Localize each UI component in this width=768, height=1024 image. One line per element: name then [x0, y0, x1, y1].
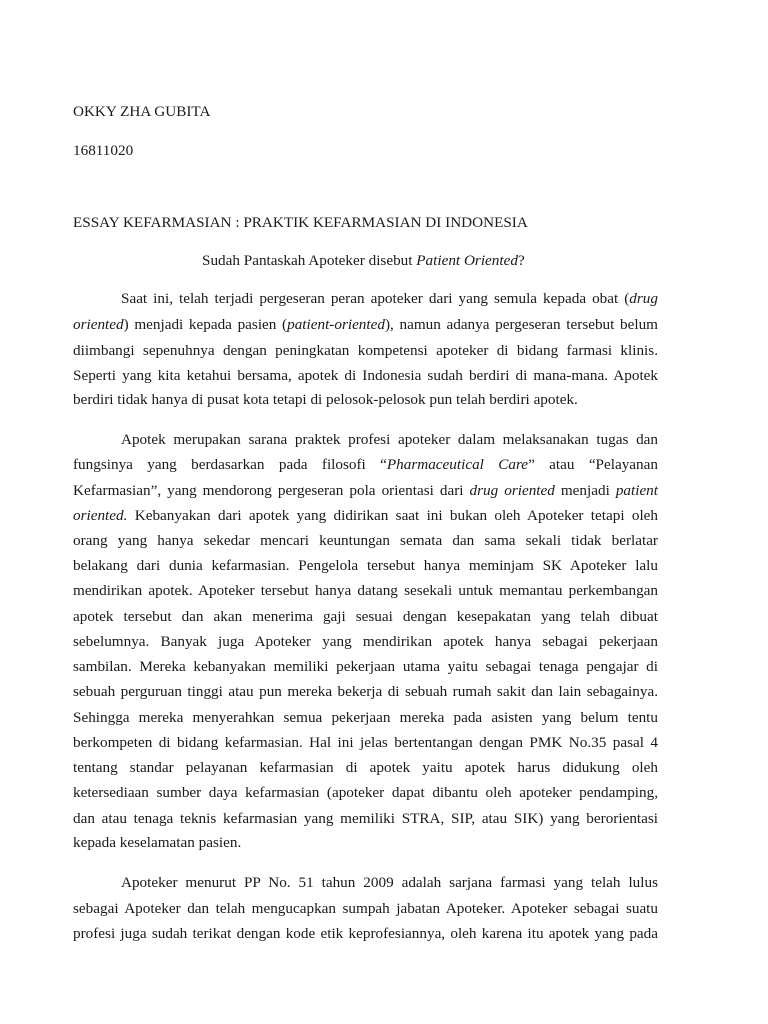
- paragraph-2-line: orang yang hanya sekedar mencari keuntungan semata dan sama sekali tidak berlatar: [73, 532, 658, 549]
- text-run: ” atau “Pelayanan: [528, 456, 658, 473]
- paragraph-3-line: sebagai Apoteker dan telah mengucapkan sumpah jabatan Apoteker. Apoteker sebagai suatu: [73, 900, 658, 917]
- text-emphasis: oriented.: [73, 507, 128, 524]
- subtitle-end: ?: [517, 252, 525, 269]
- paragraph-2-line: sebelumnya. Banyak juga Apoteker yang mendirikan apotek hanya sebagai pekerjaan: [73, 633, 658, 650]
- paragraph-2-line: sebuah perguruan tinggi atau pun mereka bekerja di sebuah rumah sakit dan lain sebagainya.: [73, 683, 658, 700]
- text-emphasis: patient: [615, 482, 658, 499]
- text-run: Saat ini, telah terjadi pergeseran peran apoteker dari yang semula kepada obat (: [121, 290, 630, 307]
- paragraph-2-line: kepada keselamatan pasien.: [73, 834, 242, 851]
- paragraph-2-line: mendirikan apotek. Apoteker tersebut hanya datang sesekali untuk memantau perkembangan: [73, 582, 658, 599]
- paragraph-2-line: [73, 482, 658, 500]
- paragraph-2-line: Apotek merupakan sarana praktek profesi apoteker dalam melaksanakan tugas dan: [121, 431, 658, 448]
- text-run: fungsinya yang berdasarkan pada filosofi “: [73, 456, 387, 473]
- text-run: ), namun adanya pergeseran tersebut belum: [384, 316, 658, 333]
- paragraph-2-line: belakang dari dunia kefarmasian. Pengelola tersebut hanya meminjam SK Apoteker lalu: [73, 557, 658, 574]
- paragraph-1-line: diimbangi sepenuhnya dengan peningkatan kompetensi apoteker di bidang farmasi klinis.: [73, 342, 658, 359]
- paragraph-3-line: profesi juga sudah terikat dengan kode etik keprofesiannya, oleh karena itu apotek yang pada: [73, 925, 658, 942]
- text-emphasis: drug oriented: [469, 482, 555, 499]
- paragraph-2-line: tentang standar pelayanan kefarmasian di apotek yaitu apotek harus didukung oleh: [73, 759, 658, 776]
- paragraph-2-line: sambilan. Mereka kebanyakan memiliki pekerjaan utama yaitu sebagai tenaga pengajar di: [73, 658, 658, 675]
- paragraph-2-line: dan atau tenaga teknis kefarmasian yang memiliki STRA, SIP, atau SIK) yang berorientasi: [73, 810, 658, 827]
- text-run: menjadi: [554, 482, 616, 499]
- paragraph-1-line: berdiri tidak hanya di pusat kota tetapi di pelosok-pelosok pun telah berdiri apotek.: [73, 391, 578, 408]
- paragraph-3-line: Apoteker menurut PP No. 51 tahun 2009 adalah sarjana farmasi yang telah lulus: [121, 874, 658, 891]
- paragraph-2-line: [73, 456, 658, 474]
- text-run: Kebanyakan dari apotek yang didirikan saat ini bukan oleh Apoteker tetapi oleh: [127, 507, 658, 524]
- paragraph-2-line: Sehingga mereka menyerahkan semua pekerjaan mereka pada asisten yang belum tentu: [73, 709, 658, 726]
- subtitle-text: Sudah Pantaskah Apoteker disebut: [202, 252, 417, 269]
- paragraph-2-line: berkompeten di bidang kefarmasian. Hal ini jelas bertentangan dengan PMK No.35 pasal 4: [73, 734, 658, 751]
- paragraph-2-line: apotek tersebut dan akan menerima gaji sesuai dengan kesepakatan yang telah dibuat: [73, 608, 658, 625]
- paragraph-1-line: [121, 290, 658, 308]
- author-name: OKKY ZHA GUBITA: [73, 103, 211, 120]
- paragraph-2-line: [73, 507, 658, 525]
- text-emphasis: Pharmaceutical Care: [386, 456, 529, 473]
- essay-title: ESSAY KEFARMASIAN : PRAKTIK KEFARMASIAN DI INDONESIA: [73, 214, 528, 231]
- paragraph-1-line: [73, 316, 658, 334]
- text-run: Kefarmasian”, yang mendorong pergeseran pola orientasi dari: [73, 482, 470, 499]
- paragraph-1-line: Seperti yang kita ketahui bersama, apotek di Indonesia sudah berdiri di mana-mana. Apotek: [73, 367, 658, 384]
- text-emphasis: patient-oriented: [287, 316, 385, 333]
- student-id: 16811020: [73, 142, 134, 159]
- paragraph-2-line: ketersediaan sumber daya kefarmasian (apoteker dapat dibantu oleh apoteker pendamping,: [73, 784, 658, 801]
- subtitle-emphasis: Patient Oriented: [416, 252, 518, 269]
- text-emphasis: oriented: [73, 316, 124, 333]
- text-emphasis: drug: [629, 290, 658, 307]
- essay-subtitle: [202, 252, 525, 270]
- text-run: ) menjadi kepada pasien (: [123, 316, 288, 333]
